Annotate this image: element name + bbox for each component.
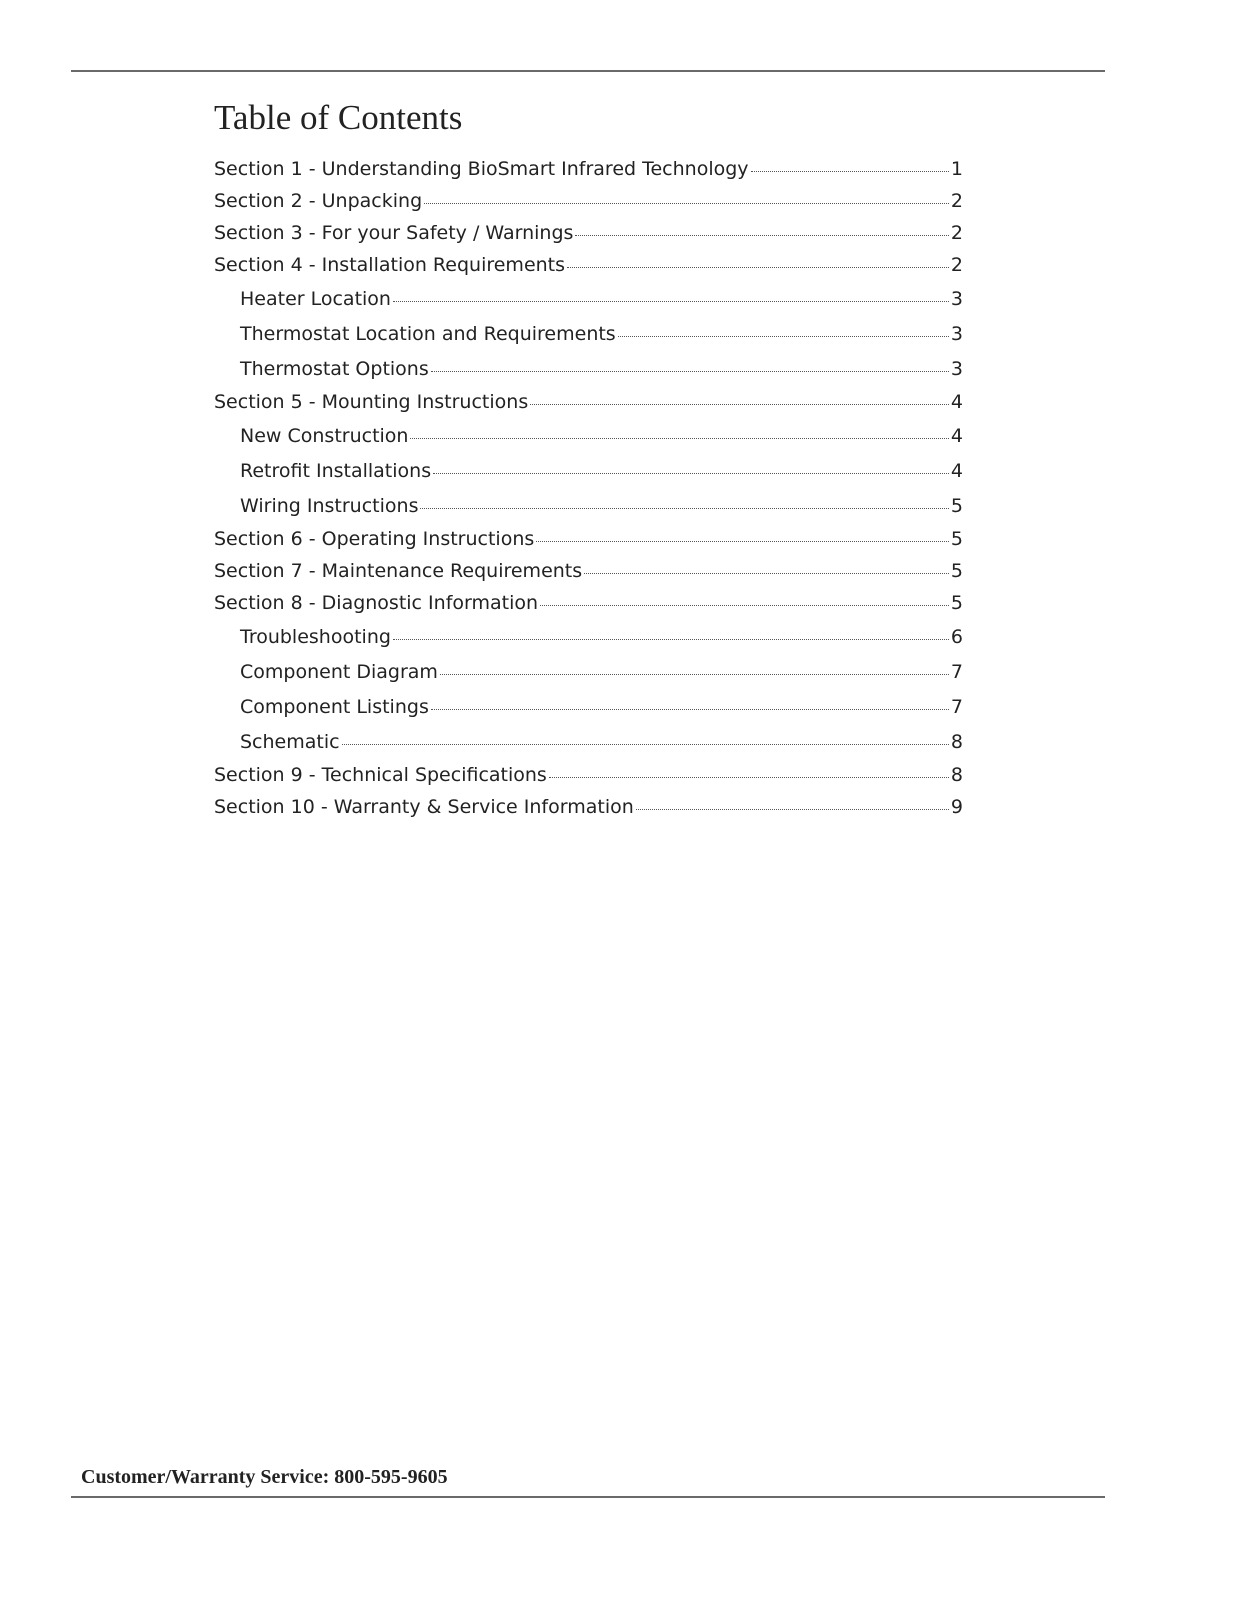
toc-entry-label: Component Diagram <box>240 661 438 683</box>
footer-contact: Customer/Warranty Service: 800-595-9605 <box>81 1466 448 1488</box>
toc-entry-label: Section 5 - Mounting Instructions <box>214 391 529 413</box>
dot-leader <box>751 171 949 172</box>
toc-section-entry[interactable] <box>214 792 963 824</box>
toc-entry-label: Retrofit Installations <box>240 460 432 482</box>
dot-leader <box>410 438 948 439</box>
toc-entry-page-number: 2 <box>950 190 963 212</box>
dot-leader <box>567 267 949 268</box>
toc-section-entry[interactable] <box>214 154 963 186</box>
dot-leader <box>530 404 949 405</box>
toc-entry-page-number: 2 <box>950 222 963 244</box>
dot-leader <box>536 541 949 542</box>
toc-entry-page-number: 3 <box>950 358 963 380</box>
toc-subsection-entry[interactable] <box>214 725 963 760</box>
toc-title: Table of Contents <box>214 98 463 137</box>
toc-entry-page-number: 4 <box>950 425 963 447</box>
toc-subsection-entry[interactable] <box>214 454 963 489</box>
toc-entry-label: Section 6 - Operating Instructions <box>214 528 535 550</box>
header-rule <box>71 70 1105 72</box>
toc-subsection-entry[interactable] <box>214 620 963 655</box>
toc-subsection-entry[interactable] <box>214 489 963 524</box>
toc-section-entry[interactable] <box>214 186 963 218</box>
dot-leader <box>342 744 949 745</box>
dot-leader <box>431 709 949 710</box>
toc-subsection-entry[interactable] <box>214 282 963 317</box>
toc-subsection-entry[interactable] <box>214 419 963 454</box>
toc-entry-label: Section 9 - Technical Specifications <box>214 764 547 786</box>
toc-entry-page-number: 6 <box>950 626 963 648</box>
toc-subsection-entry[interactable] <box>214 690 963 725</box>
toc-entry-label: Thermostat Options <box>240 358 429 380</box>
toc-entry-label: New Construction <box>240 425 409 447</box>
toc-entry-page-number: 2 <box>950 254 963 276</box>
toc-section-entry[interactable] <box>214 218 963 250</box>
toc-entry-label: Section 8 - Diagnostic Information <box>214 592 539 614</box>
dot-leader <box>420 508 948 509</box>
toc-section-entry[interactable] <box>214 250 963 282</box>
toc-entry-page-number: 5 <box>950 495 963 517</box>
toc-list <box>214 154 963 824</box>
toc-entry-page-number: 5 <box>950 592 963 614</box>
toc-subsection-entry[interactable] <box>214 655 963 690</box>
toc-entry-page-number: 7 <box>950 696 963 718</box>
toc-subsection-entry[interactable] <box>214 352 963 387</box>
toc-entry-label: Schematic <box>240 731 340 753</box>
toc-section-entry[interactable] <box>214 387 963 419</box>
footer-rule <box>71 1496 1105 1498</box>
toc-entry-label: Section 3 - For your Safety / Warnings <box>214 222 574 244</box>
toc-section-entry[interactable] <box>214 588 963 620</box>
toc-entry-label: Section 4 - Installation Requirements <box>214 254 566 276</box>
toc-entry-page-number: 4 <box>950 460 963 482</box>
toc-entry-page-number: 3 <box>950 288 963 310</box>
toc-subsection-entry[interactable] <box>214 317 963 352</box>
dot-leader <box>540 605 949 606</box>
toc-entry-label: Troubleshooting <box>240 626 391 648</box>
table-of-contents <box>214 96 963 824</box>
dot-leader <box>636 809 949 810</box>
dot-leader <box>618 336 949 337</box>
toc-entry-label: Section 2 - Unpacking <box>214 190 423 212</box>
toc-entry-label: Wiring Instructions <box>240 495 419 517</box>
toc-entry-label: Section 7 - Maintenance Requirements <box>214 560 583 582</box>
toc-section-entry[interactable] <box>214 556 963 588</box>
toc-entry-label: Section 1 - Understanding BioSmart Infrared Technology <box>214 158 749 180</box>
dot-leader <box>584 573 949 574</box>
toc-entry-page-number: 3 <box>950 323 963 345</box>
toc-entry-page-number: 5 <box>950 528 963 550</box>
toc-entry-page-number: 1 <box>950 158 963 180</box>
toc-entry-label: Heater Location <box>240 288 391 310</box>
dot-leader <box>433 473 949 474</box>
dot-leader <box>440 674 949 675</box>
dot-leader <box>575 235 948 236</box>
dot-leader <box>393 301 949 302</box>
toc-entry-page-number: 4 <box>950 391 963 413</box>
dot-leader <box>424 203 949 204</box>
toc-section-entry[interactable] <box>214 524 963 556</box>
dot-leader <box>549 777 949 778</box>
dot-leader <box>431 371 949 372</box>
toc-entry-page-number: 8 <box>950 764 963 786</box>
toc-entry-label: Component Listings <box>240 696 429 718</box>
toc-entry-page-number: 7 <box>950 661 963 683</box>
toc-entry-label: Thermostat Location and Requirements <box>240 323 616 345</box>
toc-entry-page-number: 9 <box>950 796 963 818</box>
toc-entry-page-number: 5 <box>950 560 963 582</box>
toc-section-entry[interactable] <box>214 760 963 792</box>
toc-entry-page-number: 8 <box>950 731 963 753</box>
toc-entry-label: Section 10 - Warranty & Service Information <box>214 796 634 818</box>
dot-leader <box>393 639 949 640</box>
